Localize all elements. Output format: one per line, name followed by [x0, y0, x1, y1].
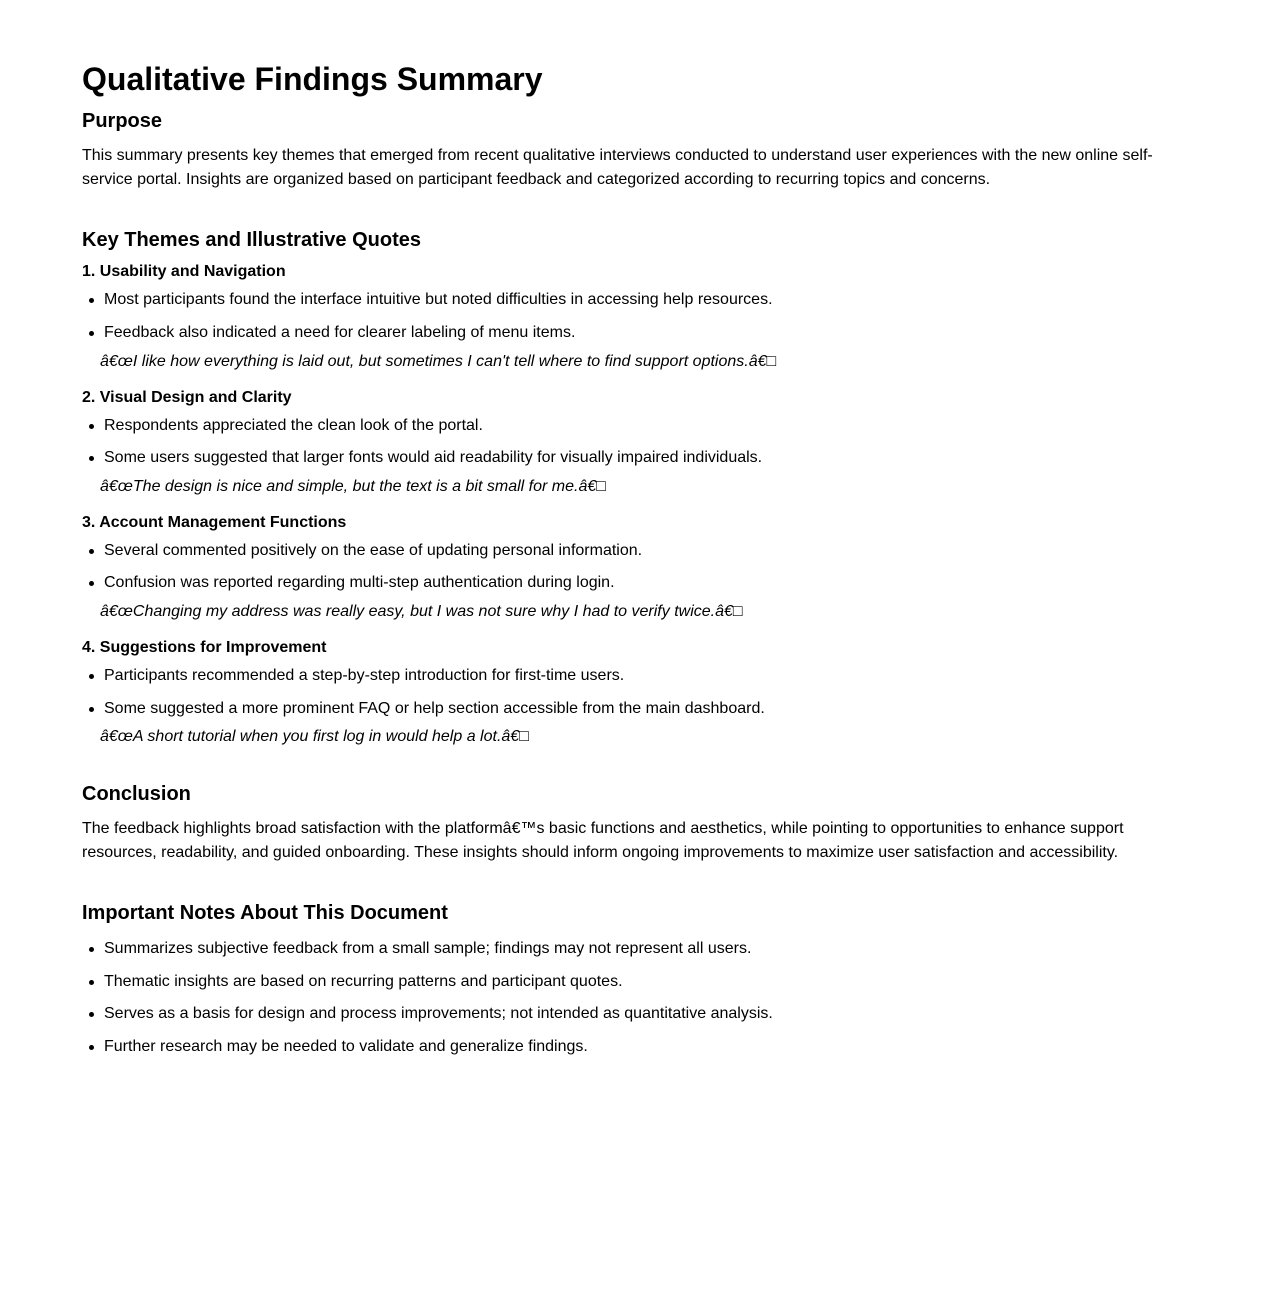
conclusion-heading: Conclusion: [82, 783, 191, 805]
themes-heading: Key Themes and Illustrative Quotes: [82, 229, 421, 251]
theme-2-quote: â€œThe design is nice and simple, but the text is a bit small for me.â€□: [100, 478, 606, 495]
theme-2-title: 2. Visual Design and Clarity: [82, 389, 292, 406]
theme-3-title: 3. Account Management Functions: [82, 514, 347, 531]
list-item: Feedback also indicated a need for clearer labeling of menu items.: [104, 324, 576, 341]
purpose-heading: Purpose: [82, 110, 163, 132]
theme-4-bullets: [82, 666, 624, 686]
theme-1-quote: â€œI like how everything is laid out, but sometimes I can't tell where to find support options.â€□: [100, 353, 777, 370]
list-item: Participants recommended a step-by-step introduction for first-time users.: [104, 667, 625, 684]
notes-list-4: [82, 1037, 588, 1057]
conclusion-text: The feedback highlights broad satisfaction with the platformâ€™s basic functions and aesthetics, while pointing to opportunities to enhance support resources, readability, and guided onboarding. These insights should inform ongoing improvements to maximize user satisfaction and accessibility.: [82, 820, 1124, 861]
list-item: Confusion was reported regarding multi-step authentication during login.: [104, 574, 615, 591]
list-item: Serves as a basis for design and process improvements; not intended as quantitative analysis.: [104, 1005, 773, 1022]
notes-list-3: [82, 1004, 773, 1024]
list-item: Some users suggested that larger fonts would aid readability for visually impaired individuals.: [104, 449, 763, 466]
theme-2-bullets: [82, 416, 483, 436]
theme-3-quote: â€œChanging my address was really easy, but I was not sure why I had to verify twice.â€□: [100, 603, 743, 620]
theme-4-title: 4. Suggestions for Improvement: [82, 639, 327, 656]
theme-4-bullets-2: [82, 699, 765, 719]
theme-1-title: 1. Usability and Navigation: [82, 263, 286, 280]
theme-3-bullets-2: [82, 573, 615, 593]
list-item: Respondents appreciated the clean look of the portal.: [104, 417, 483, 434]
notes-list-2: [82, 972, 623, 992]
theme-1-bullets: [82, 290, 773, 310]
document-title: Qualitative Findings Summary: [82, 61, 543, 97]
list-item: Most participants found the interface intuitive but noted difficulties in accessing help resources.: [104, 291, 773, 308]
list-item: Further research may be needed to validate and generalize findings.: [104, 1038, 588, 1055]
purpose-text: This summary presents key themes that emerged from recent qualitative interviews conducted to understand user experiences with the new online self-service portal. Insights are organized based on participant feedback and categorized according to recurring topics and concerns.: [82, 147, 1153, 188]
list-item: Thematic insights are based on recurring patterns and participant quotes.: [104, 973, 623, 990]
list-item: Some suggested a more prominent FAQ or help section accessible from the main dashboard.: [104, 700, 765, 717]
notes-list-1: [82, 939, 751, 959]
theme-2-bullets-2: [82, 448, 762, 468]
theme-1-bullets-2: [82, 323, 575, 343]
list-item: Summarizes subjective feedback from a small sample; findings may not represent all users.: [104, 940, 752, 957]
list-item: Several commented positively on the ease of updating personal information.: [104, 542, 643, 559]
notes-heading: Important Notes About This Document: [82, 902, 448, 924]
theme-4-quote: â€œA short tutorial when you first log in would help a lot.â€□: [100, 728, 529, 745]
theme-3-bullets: [82, 541, 642, 561]
